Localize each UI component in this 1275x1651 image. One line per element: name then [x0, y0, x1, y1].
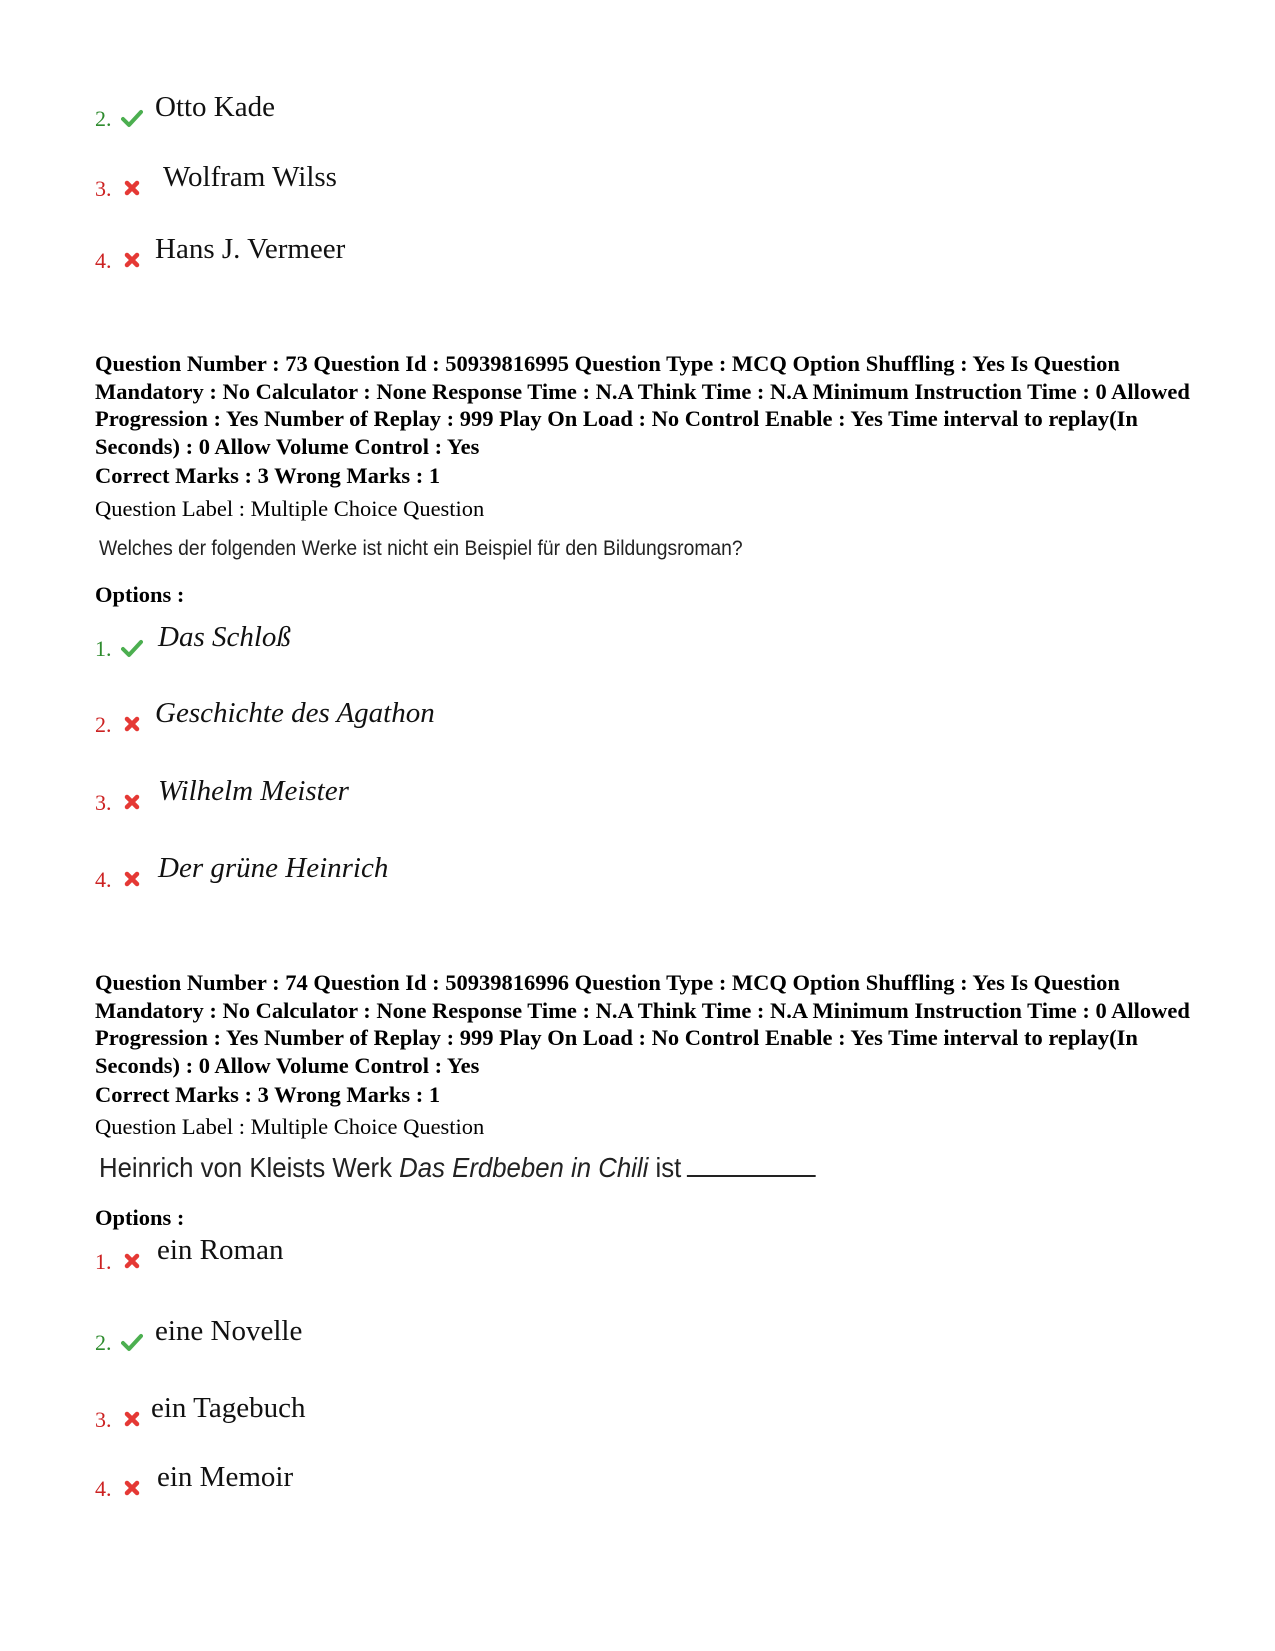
option-number: 2.	[95, 712, 112, 737]
question-text-title: Das Erdbeben in Chili	[399, 1152, 649, 1183]
cross-icon	[121, 714, 143, 734]
question-text-after: ist	[655, 1152, 682, 1183]
option-number: 1.	[95, 636, 112, 661]
question-meta: Question Number : 73 Question Id : 50939816995 Question Type : MCQ Option Shuffling : Yes Is Question Mandatory : No Calculator : None Response Time : N.A Think Time : N.A Minimum Instruction Time : 0 Allowed Progression : Yes Number of Replay : 999 Play On Load : No Control Enable : Yes Time interval to replay(In Seconds) : 0 Allow Volume Control : Yes	[95, 351, 1190, 459]
option-number: 4.	[95, 867, 112, 892]
option-text: Der grüne Heinrich	[158, 852, 389, 884]
option-text: Das Schloß	[158, 621, 291, 653]
option-number: 3.	[95, 790, 112, 815]
option-text: ein Roman	[157, 1234, 284, 1266]
option-text: Wilhelm Meister	[158, 775, 349, 807]
option-number: 4.	[95, 1476, 112, 1501]
question-text-before: Heinrich von Kleists Werk	[99, 1152, 393, 1183]
option-number: 2.	[95, 106, 112, 131]
question-text: Welches der folgenden Werke ist nicht ein Beispiel für den Bildungsroman?	[99, 537, 743, 560]
cross-icon	[121, 1251, 143, 1271]
answer-blank	[687, 1175, 816, 1177]
option-text: ein Memoir	[157, 1461, 294, 1493]
option-number: 2.	[95, 1330, 112, 1355]
option-text: Geschichte des Agathon	[155, 697, 435, 729]
check-icon	[121, 108, 143, 128]
option-text: eine Novelle	[155, 1315, 303, 1347]
question-meta: Question Number : 74 Question Id : 50939816996 Question Type : MCQ Option Shuffling : Yes Is Question Mandatory : No Calculator : None Response Time : N.A Think Time : N.A Minimum Instruction Time : 0 Allowed Progression : Yes Number of Replay : 999 Play On Load : No Control Enable : Yes Time interval to replay(In Seconds) : 0 Allow Volume Control : Yes	[95, 970, 1190, 1078]
cross-icon	[121, 1409, 143, 1429]
option-text: Otto Kade	[155, 91, 275, 123]
option-text: Wolfram Wilss	[163, 161, 337, 193]
cross-icon	[121, 250, 143, 270]
option-number: 1.	[95, 1249, 112, 1274]
question-marks: Correct Marks : 3 Wrong Marks : 1	[95, 1082, 441, 1107]
options-heading: Options :	[95, 1205, 185, 1230]
question-label: Question Label : Multiple Choice Question	[95, 1114, 485, 1139]
question-label: Question Label : Multiple Choice Question	[95, 496, 485, 521]
cross-icon	[121, 1478, 143, 1498]
check-icon	[121, 1332, 143, 1352]
option-text: ein Tagebuch	[151, 1392, 306, 1424]
options-heading: Options :	[95, 582, 185, 607]
cross-icon	[121, 869, 143, 889]
check-icon	[121, 638, 143, 658]
option-text: Hans J. Vermeer	[155, 233, 346, 265]
cross-icon	[121, 178, 143, 198]
option-number: 3.	[95, 1407, 112, 1432]
question-text	[99, 1152, 816, 1184]
option-number: 3.	[95, 176, 112, 201]
option-number: 4.	[95, 248, 112, 273]
cross-icon	[121, 792, 143, 812]
question-marks: Correct Marks : 3 Wrong Marks : 1	[95, 463, 441, 488]
